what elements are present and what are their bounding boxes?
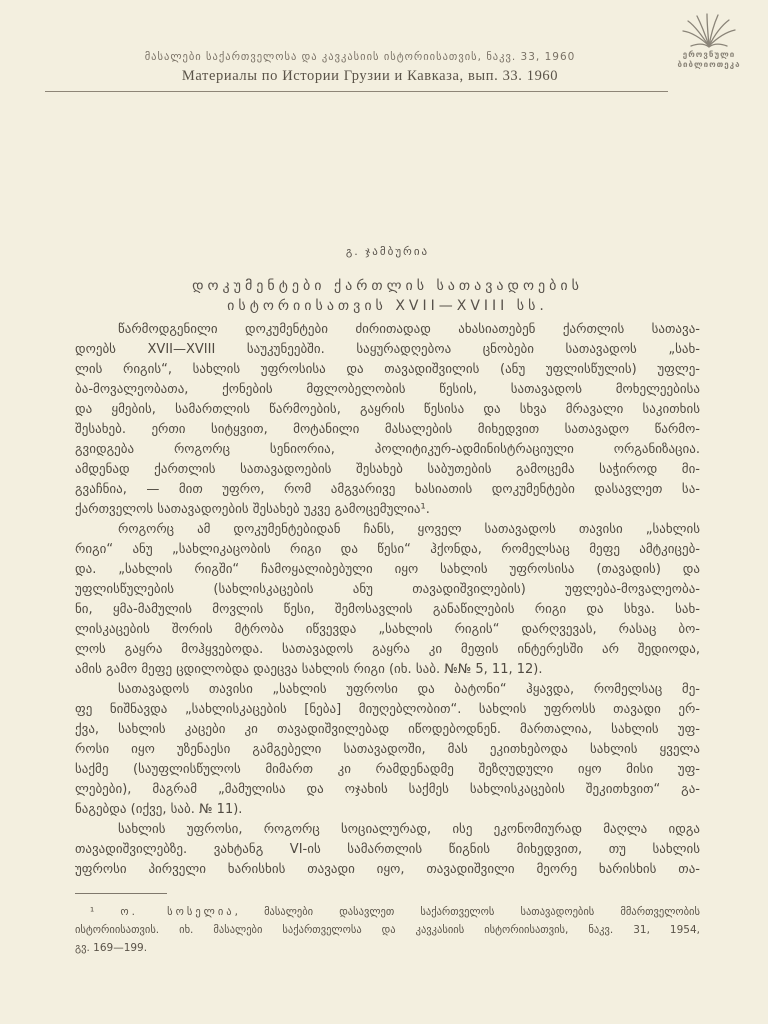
footnote-line: გვ. 169—199. [75, 942, 148, 954]
article-author: გ. ჯამბურია [345, 245, 430, 258]
article-body [75, 320, 700, 880]
text-line: ლის რიგის“, სახლის უფროსისა და თავადიშვილის (ანუ უფლისწულის) უფლე- [75, 362, 700, 377]
paragraph [75, 820, 700, 880]
footnote-text: , მასალები დასავლეთ საქართველოს სათავადოების მმართველობის [234, 906, 700, 918]
text-line: როგორც ამ დოკუმენტებიდან ჩანს, ყოველ სათავადოს თავისი „სახლის [118, 522, 700, 537]
library-logo [666, 12, 752, 78]
text-line: სათავადოს თავისი „სახლის უფროსი და ბატონი“ ჰყავდა, რომელსაც მე- [118, 682, 700, 697]
text-line: უფროსი პირველი ხარისხის თავადი იყო, თავადიშვილი მეორე ხარისხის თა- [75, 862, 700, 877]
logo-text-line1: ეროვნული [682, 50, 736, 59]
article-title-line: ისტორიისათვის XVII—XVIII სს. [227, 298, 548, 314]
footnote-author: ო. სოსელია [120, 906, 235, 918]
footnote-marker: ¹ [90, 906, 95, 918]
text-line: რიგი“ ანუ „სახლიკაცობის რიგი და წესი“ ჰქონდა, რომელსაც მეფე ამტკიცებ- [75, 542, 700, 557]
text-line: ნი, ყმა-მამულის მოვლის წესი, შემოსავლის განაწილების რიგი და სხვა. სახ- [75, 602, 700, 617]
text-line: დოებს XVII—XVIII საუკუნეებში. საყურადღებოა ცნობები სათავადოს „სახ- [75, 342, 700, 357]
paragraph [75, 520, 700, 680]
footnote [75, 903, 700, 957]
text-line: შესახებ. ერთი სიტყვით, მოტანილი მასალების მიხედვით სათავადო წარმო- [75, 422, 700, 437]
text-line: წარმოდგენილი დოკუმენტები ძირითადად ახასიათებენ ქართლის სათავა- [118, 322, 700, 337]
text-line: გვაჩნია, — მით უფრო, რომ ამგვარივე ხასიათის დოკუმენტები დასავლეთ სა- [75, 482, 700, 497]
text-line: და. „სახლის რიგში“ ჩამოყალიბებული იყო სახლის უფროსისა (თავადის) და [75, 562, 700, 577]
paragraph [75, 680, 700, 820]
text-line: ქართველოს სათავადოების შესახებ უკვე გამოცემულია¹. [75, 502, 430, 517]
footnote-line [75, 903, 700, 921]
journal-title-russian: Материалы по Истории Грузии и Кавказа, вып. 33. 1960 [181, 68, 559, 84]
text-line: ლისკაცების შორის მტრობა იწვევდა „სახლის რიგის“ დარღვევას, რასაც ბო- [75, 622, 700, 637]
text-line: ლოს გაყრა მოჰყვებოდა. სათავადოს გაყრა კი მეფის ინტერესში არ შედიოდა, [75, 642, 700, 657]
paragraph [75, 320, 700, 520]
text-line: სახლის უფროსი, როგორც სოციალურად, ისე ეკონომიურად მაღლა იდგა [118, 822, 700, 837]
text-line: ბა-მოვალეობათა, ქონების მფლობელობის წესის, სათავადოს მოხელეებისა [75, 382, 700, 397]
text-line: გვიდგება როგორც სენიორია, პოლიტიკურ-ადმინისტრაციული ორგანიზაცია. [75, 442, 700, 457]
logo-text-line2: ბიბლიოთეკა [677, 60, 741, 69]
text-line: ამის გამო მეფე ცდილობდა დაეცვა სახლის რიგი (იხ. საბ. №№ 5, 11, 12). [75, 662, 543, 677]
national-library-emblem-icon [679, 12, 739, 50]
text-line: ქვა, სახლის კაცები კი თავადიშვილებად იწოდებოდნენ. მართალია, სახლის უფ- [75, 722, 700, 737]
article-title [75, 276, 700, 316]
text-line: თავადიშვილებზე. ვახტანგ VI-ის სამართლის წიგნის მიხედვით, თუ სახლის [75, 842, 700, 857]
text-line: ფე ნიშნავდა „სახლისკაცების [ნება] მიუღებლობით“. სახლის უფროსს თავადი ერ- [75, 702, 700, 717]
text-line: უფლისწულების (სახლისკაცების ანუ თავადიშვილების) უფლება-მოვალეობა- [75, 582, 700, 597]
text-line: ლებები), მაგრამ „მამულისა და ოჯახის საქმეს სახლისკაცების შეკითხვით“ გა- [75, 782, 700, 797]
article-title-line: დოკუმენტები ქართლის სათავადოების [192, 278, 583, 294]
text-line: და ყმების, სამართლის წარმოების, გაყრის წესისა და სხვა მრავალი საკითხის [75, 402, 700, 417]
footnote-line: ისტორიისათვის. იხ. მასალები საქართველოსა და კავკასიის ისტორიისათვის, ნაკვ. 31, 1954, [75, 924, 700, 936]
text-line: ნაგებდა (იქვე, საბ. № 11). [75, 802, 243, 817]
text-line: როსი იყო უზენაესი გამგებელი სათავადოში, მას ეკითხებოდა სახლის ყველა [75, 742, 700, 757]
journal-title-georgian: მასალები საქართველოსა და კავკასიის ისტორიისათვის, ნაკვ. 33, 1960 [144, 51, 576, 63]
header-rule [45, 91, 668, 92]
text-line: საქმე (საუფლისწულოს მიმართ კი რამდენადმე შეზღუდული იყო მისი უფ- [75, 762, 700, 777]
text-line: ამდენად ქართლის სათავადოების შესახებ საბუთების გამოცემა საჭიროდ მი- [75, 462, 700, 477]
footnote-rule [75, 893, 167, 894]
